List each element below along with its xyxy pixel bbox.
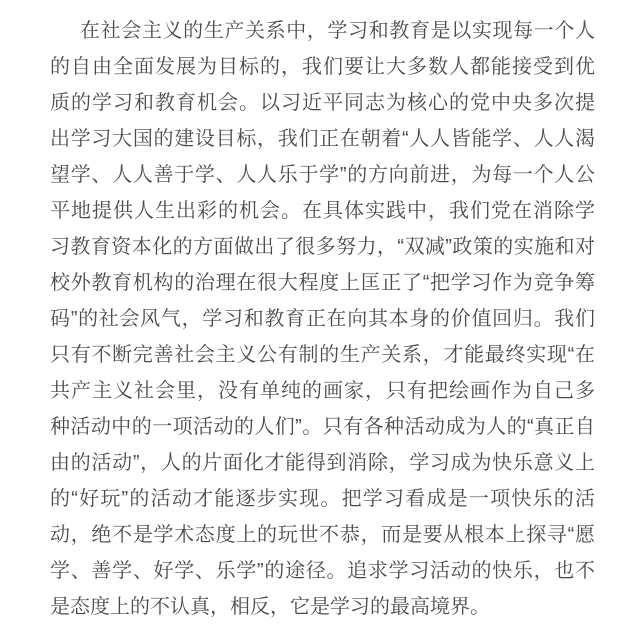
text-line: 望学、人人善于学、人人乐于学”的方向前进，为每一个人公 bbox=[50, 164, 595, 186]
text-line: 出学习大国的建设目标，我们正在朝着“人人皆能学、人人渴 bbox=[50, 128, 595, 150]
text-line: 学、善学、好学、乐学”的途径。追求学习活动的快乐，也不 bbox=[50, 560, 595, 582]
text-line: 只有不断完善社会主义公有制的生产关系，才能最终实现“在 bbox=[50, 344, 595, 366]
text-line: 在社会主义的生产关系中，学习和教育是以实现每一个人 bbox=[80, 20, 595, 42]
text-line: 共产主义社会里，没有单纯的画家，只有把绘画作为自己多 bbox=[50, 380, 595, 402]
text-line: 的“好玩”的活动才能逐步实现。把学习看成是一项快乐的活 bbox=[50, 488, 595, 510]
text-line: 是态度上的不认真，相反，它是学习的最高境界。 bbox=[50, 596, 490, 618]
text-line: 的自由全面发展为目标的，我们要让大多数人都能接受到优 bbox=[50, 56, 595, 78]
text-line: 习教育资本化的方面做出了很多努力，“双减”政策的实施和对 bbox=[50, 236, 595, 258]
text-line: 由的活动”，人的片面化才能得到消除，学习成为快乐意义上 bbox=[50, 452, 595, 474]
text-line: 种活动中的一项活动的人们”。只有各种活动成为人的“真正自 bbox=[50, 416, 595, 438]
text-line: 平地提供人生出彩的机会。在具体实践中，我们党在消除学 bbox=[50, 200, 595, 222]
text-line: 码”的社会风气，学习和教育正在向其本身的价值回归。我们 bbox=[50, 308, 595, 330]
text-line: 质的学习和教育机会。以习近平同志为核心的党中央多次提 bbox=[50, 92, 595, 114]
text-line: 校外教育机构的治理在很大程度上匡正了“把学习作为竞争筹 bbox=[50, 272, 595, 294]
text-line: 动，绝不是学术态度上的玩世不恭，而是要从根本上探寻“愿 bbox=[50, 524, 595, 546]
